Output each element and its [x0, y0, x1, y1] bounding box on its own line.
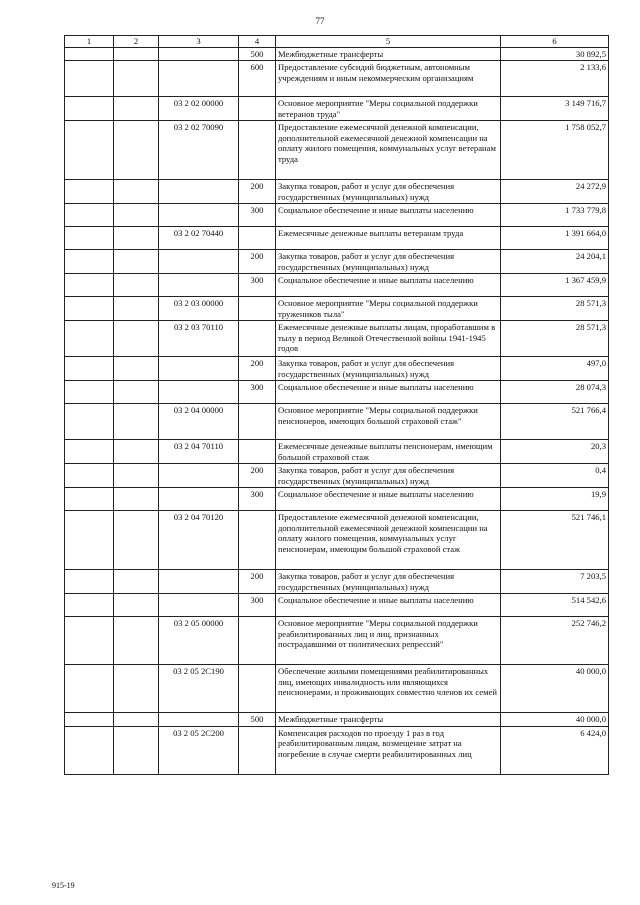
col2-cell [114, 274, 159, 297]
col2-cell [114, 464, 159, 488]
header-cell: 1 [65, 36, 114, 48]
table-row [65, 227, 609, 250]
expense-type-code: 200 [239, 180, 276, 204]
expense-type-code: 500 [239, 713, 276, 727]
amount-value: 24 204,1 [501, 250, 609, 274]
col2-cell [114, 47, 159, 61]
page-number: 77 [315, 16, 325, 26]
header-row [65, 36, 609, 48]
col1-cell [65, 488, 114, 511]
document-code: 915-19 [52, 881, 75, 890]
target-article-code [159, 488, 239, 511]
item-description: Закупка товаров, работ и услуг для обеспечения государственных (муниципальных) нужд [276, 464, 501, 488]
item-description: Социальное обеспечение и иные выплаты населению [276, 488, 501, 511]
target-article-code [159, 464, 239, 488]
col2-cell [114, 227, 159, 250]
amount-value: 24 272,9 [501, 180, 609, 204]
expense-type-code [239, 321, 276, 357]
expense-type-code: 300 [239, 274, 276, 297]
expense-type-code [239, 617, 276, 665]
target-article-code [159, 713, 239, 727]
item-description: Межбюджетные трансферты [276, 47, 501, 61]
col1-cell [65, 180, 114, 204]
table-row [65, 97, 609, 121]
col1-cell [65, 594, 114, 617]
item-description: Закупка товаров, работ и услуг для обеспечения государственных (муниципальных) нужд [276, 570, 501, 594]
expense-type-code: 500 [239, 47, 276, 61]
col1-cell [65, 274, 114, 297]
col1-cell [65, 511, 114, 570]
col2-cell [114, 713, 159, 727]
col1-cell [65, 570, 114, 594]
amount-value: 40 000,0 [501, 665, 609, 713]
target-article-code: 03 2 03 70110 [159, 321, 239, 357]
expense-type-code [239, 726, 276, 774]
col2-cell [114, 357, 159, 381]
table-row [65, 511, 609, 570]
target-article-code: 03 2 05 2С200 [159, 726, 239, 774]
table-row [65, 440, 609, 464]
amount-value: 2 133,6 [501, 61, 609, 97]
table-row [65, 180, 609, 204]
table-row [65, 570, 609, 594]
header-cell: 6 [501, 36, 609, 48]
expense-type-code: 300 [239, 381, 276, 404]
target-article-code: 03 2 03 00000 [159, 297, 239, 321]
item-description: Социальное обеспечение и иные выплаты населению [276, 381, 501, 404]
expense-type-code [239, 227, 276, 250]
col2-cell [114, 381, 159, 404]
amount-value: 19,9 [501, 488, 609, 511]
col2-cell [114, 97, 159, 121]
col2-cell [114, 180, 159, 204]
col1-cell [65, 665, 114, 713]
expense-type-code: 200 [239, 570, 276, 594]
table-row [65, 617, 609, 665]
amount-value: 7 203,5 [501, 570, 609, 594]
table-row [65, 274, 609, 297]
col1-cell [65, 381, 114, 404]
expense-type-code [239, 97, 276, 121]
amount-value: 28 571,3 [501, 297, 609, 321]
expense-type-code: 200 [239, 357, 276, 381]
item-description: Социальное обеспечение и иные выплаты населению [276, 204, 501, 227]
col1-cell [65, 204, 114, 227]
item-description: Основное мероприятие "Меры социальной поддержки тружеников тыла" [276, 297, 501, 321]
table-row [65, 204, 609, 227]
table-row [65, 297, 609, 321]
expense-type-code: 300 [239, 594, 276, 617]
item-description: Основное мероприятие "Меры социальной поддержки ветеранов труда" [276, 97, 501, 121]
target-article-code [159, 204, 239, 227]
table-row [65, 381, 609, 404]
table-row [65, 404, 609, 440]
col2-cell [114, 204, 159, 227]
col2-cell [114, 570, 159, 594]
col2-cell [114, 617, 159, 665]
item-description: Закупка товаров, работ и услуг для обеспечения государственных (муниципальных) нужд [276, 180, 501, 204]
table-row [65, 713, 609, 727]
item-description: Ежемесячные денежные выплаты пенсионерам, имеющим большой страховой стаж [276, 440, 501, 464]
expense-type-code [239, 121, 276, 180]
table-row [65, 47, 609, 61]
target-article-code: 03 2 05 2С190 [159, 665, 239, 713]
expense-type-code [239, 511, 276, 570]
col1-cell [65, 61, 114, 97]
amount-value: 28 571,3 [501, 321, 609, 357]
expense-type-code: 300 [239, 204, 276, 227]
amount-value: 521 766,4 [501, 404, 609, 440]
target-article-code [159, 594, 239, 617]
target-article-code: 03 2 02 70090 [159, 121, 239, 180]
col2-cell [114, 511, 159, 570]
amount-value: 20,3 [501, 440, 609, 464]
col1-cell [65, 297, 114, 321]
col2-cell [114, 404, 159, 440]
col1-cell [65, 97, 114, 121]
expense-type-code: 300 [239, 488, 276, 511]
table-row [65, 464, 609, 488]
col1-cell [65, 464, 114, 488]
item-description: Социальное обеспечение и иные выплаты населению [276, 274, 501, 297]
col1-cell [65, 121, 114, 180]
target-article-code [159, 47, 239, 61]
table-row [65, 321, 609, 357]
amount-value: 1 733 779,8 [501, 204, 609, 227]
item-description: Предоставление субсидий бюджетным, автономным учреждениям и иным некоммерческим организациям [276, 61, 501, 97]
table-row [65, 726, 609, 774]
item-description: Предоставление ежемесячной денежной компенсации, дополнительной ежемесячной денежной компенсации на оплату жилого помещения, коммунальных услуг пенсионерам, имеющим большой страховой стаж [276, 511, 501, 570]
item-description: Социальное обеспечение и иные выплаты населению [276, 594, 501, 617]
table-row [65, 594, 609, 617]
col2-cell [114, 297, 159, 321]
col1-cell [65, 250, 114, 274]
target-article-code: 03 2 04 70120 [159, 511, 239, 570]
target-article-code: 03 2 05 00000 [159, 617, 239, 665]
target-article-code [159, 274, 239, 297]
target-article-code [159, 357, 239, 381]
col1-cell [65, 440, 114, 464]
col2-cell [114, 594, 159, 617]
target-article-code: 03 2 02 70440 [159, 227, 239, 250]
target-article-code [159, 180, 239, 204]
header-cell: 3 [159, 36, 239, 48]
item-description: Ежемесячные денежные выплаты ветеранам труда [276, 227, 501, 250]
amount-value: 252 746,2 [501, 617, 609, 665]
amount-value: 514 542,6 [501, 594, 609, 617]
amount-value: 0,4 [501, 464, 609, 488]
table-row [65, 357, 609, 381]
expense-type-code [239, 404, 276, 440]
target-article-code: 03 2 04 00000 [159, 404, 239, 440]
expense-type-code: 200 [239, 464, 276, 488]
target-article-code: 03 2 04 70110 [159, 440, 239, 464]
col2-cell [114, 250, 159, 274]
col1-cell [65, 617, 114, 665]
col2-cell [114, 61, 159, 97]
col2-cell [114, 440, 159, 464]
expense-type-code: 600 [239, 61, 276, 97]
table-row [65, 121, 609, 180]
target-article-code [159, 61, 239, 97]
col1-cell [65, 227, 114, 250]
expense-type-code [239, 665, 276, 713]
amount-value: 1 367 459,9 [501, 274, 609, 297]
item-description: Основное мероприятие "Меры социальной поддержки реабилитированных лиц и лиц, признанных пострадавшими от политических репрессий" [276, 617, 501, 665]
header-cell: 2 [114, 36, 159, 48]
col1-cell [65, 47, 114, 61]
amount-value: 521 746,1 [501, 511, 609, 570]
item-description: Закупка товаров, работ и услуг для обеспечения государственных (муниципальных) нужд [276, 250, 501, 274]
amount-value: 497,0 [501, 357, 609, 381]
amount-value: 28 074,3 [501, 381, 609, 404]
header-cell: 5 [276, 36, 501, 48]
col2-cell [114, 665, 159, 713]
col1-cell [65, 321, 114, 357]
amount-value: 6 424,0 [501, 726, 609, 774]
col1-cell [65, 357, 114, 381]
expense-type-code [239, 297, 276, 321]
budget-table [64, 35, 609, 775]
expense-type-code [239, 440, 276, 464]
item-description: Основное мероприятие "Меры социальной поддержки пенсионеров, имеющих большой страховой стаж" [276, 404, 501, 440]
col1-cell [65, 726, 114, 774]
amount-value: 40 000,0 [501, 713, 609, 727]
target-article-code [159, 570, 239, 594]
amount-value: 1 391 664,0 [501, 227, 609, 250]
target-article-code: 03 2 02 00000 [159, 97, 239, 121]
amount-value: 1 758 052,7 [501, 121, 609, 180]
target-article-code [159, 381, 239, 404]
item-description: Предоставление ежемесячной денежной компенсации, дополнительной ежемесячной денежной компенсации на оплату жилого помещения, коммунальных услуг ветеранам труда [276, 121, 501, 180]
header-cell: 4 [239, 36, 276, 48]
item-description: Ежемесячные денежные выплаты лицам, проработавшим в тылу в период Великой Отечественной войны 1941-1945 годов [276, 321, 501, 357]
col2-cell [114, 726, 159, 774]
amount-value: 30 892,5 [501, 47, 609, 61]
table-row [65, 488, 609, 511]
col2-cell [114, 488, 159, 511]
table-row [65, 665, 609, 713]
table-row [65, 61, 609, 97]
item-description: Компенсация расходов по проезду 1 раз в год реабилитированным лицам, возмещение затрат на погребение в случае смерти реабилитированных лиц [276, 726, 501, 774]
table-row [65, 250, 609, 274]
target-article-code [159, 250, 239, 274]
expense-type-code: 200 [239, 250, 276, 274]
item-description: Обеспечение жилыми помещениями реабилитированных лиц, имеющих инвалидность или являющихся пенсионерами, и проживающих совместно членов их семей [276, 665, 501, 713]
col1-cell [65, 404, 114, 440]
col2-cell [114, 121, 159, 180]
col1-cell [65, 713, 114, 727]
item-description: Закупка товаров, работ и услуг для обеспечения государственных (муниципальных) нужд [276, 357, 501, 381]
col2-cell [114, 321, 159, 357]
amount-value: 3 149 716,7 [501, 97, 609, 121]
item-description: Межбюджетные трансферты [276, 713, 501, 727]
